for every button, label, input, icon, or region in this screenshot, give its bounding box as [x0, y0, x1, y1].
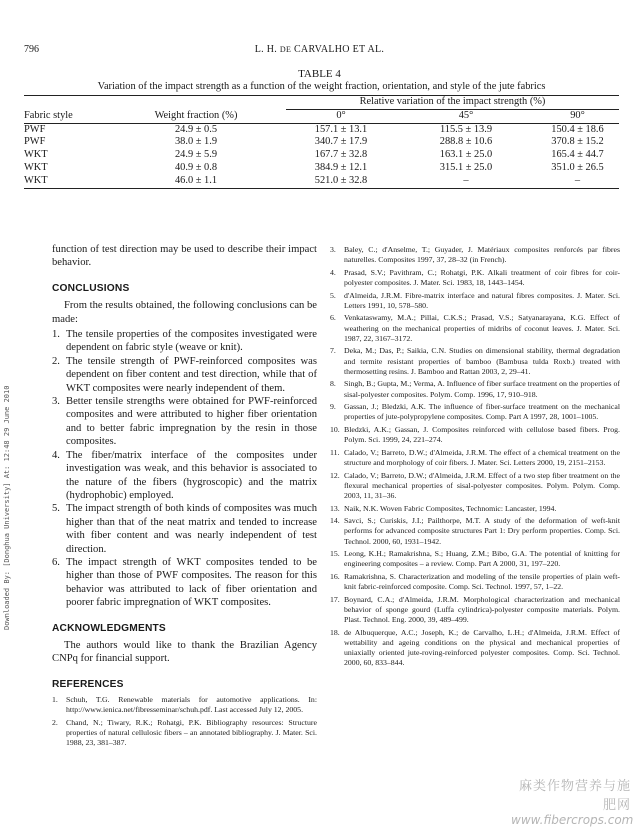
conclusions-lead: From the results obtained, the following conclusions can be made:	[52, 300, 317, 325]
list-item: 3. Better tensile strengths were obtained for PWF-reinforced composites and were attributed to higher fiber orientation and to better fabric impregnation by the resin in those composites.	[52, 396, 317, 448]
table-subtitle: Variation of the impact strength as a function of the weight fraction, orientation, and style of the jute fabrics	[97, 81, 546, 92]
conclusions-list	[52, 328, 317, 610]
reference-item: 7. Deka, M.; Das, P.; Saikia, C.N. Studies on dimensional stability, thermal degradation and termite resistant properties of bamboo (Bambusa tulda Roxb.) treated with thermosetting resins. J. Bamboo and Rattan 2003, 2, 29–41.	[330, 346, 620, 376]
download-sidebar-note: Downloaded By: [Donghua University] At: 12:48 29 June 2010	[3, 385, 11, 630]
reference-item: 4. Prasad, S.V.; Pavithram, C.; Rohatgi, P.K. Alkali treatment of coir fibres for coir-polyester composites. J. Mater. Sci. 1983, 18, 1443–1454.	[330, 267, 620, 287]
reference-item: 1. Schuh, T.G. Renewable materials for automotive applications. In: http://www.ienica.net/fibresseminar/schuh.pdf. Last accessed July 12, 2005.	[52, 695, 317, 715]
reference-item: 15. Leong, K.H.; Ramakrishna, S.; Huang, Z.M.; Bibo, G.A. The potential of knitting for engineering composites – a review. Comp. Part A 2000, 31, 197–220.	[330, 549, 620, 569]
reference-item: 14. Savci, S.; Curiskis, J.I.; Pailthorpe, M.T. A study of the deformation of weft-knit performs for advanced composite structures Part 1: Dry perform properties. Comp. Sci. Technol. 2000, 60, 1931–1942.	[330, 516, 620, 546]
table-caption: TABLE 4	[298, 68, 341, 80]
left-column	[52, 243, 317, 751]
watermark-url: www.fibercrops.com	[511, 813, 634, 827]
references-heading: REFERENCES	[52, 678, 124, 690]
watermark	[511, 775, 634, 827]
conclusions-heading: CONCLUSIONS	[52, 282, 130, 294]
watermark-chinese: 麻类作物营养与施肥网	[518, 779, 631, 813]
reference-item: 2. Chand, N.; Tiwary, R.K.; Rohatgi, P.K. Bibliography resources: Structure properties of natural cellulosic fibers – an annotated bibliography. J. Mater. Sci. 1988, 23, 381–387.	[52, 717, 317, 748]
table-row: WKT 46.0 ± 1.1 521.0 ± 32.8 – –	[24, 175, 619, 188]
table-row: PWF 38.0 ± 1.9 340.7 ± 17.9 288.8 ± 10.6 370.8 ± 15.2	[24, 136, 604, 148]
references-list-left	[52, 695, 317, 748]
reference-item: 8. Singh, B.; Gupta, M.; Verma, A. Influence of fiber surface treatment on the properties of sisal-polyester composites. Polym. Comp. 1996, 17, 910–918.	[330, 379, 620, 399]
references-list-right	[330, 245, 620, 669]
reference-item: 11. Calado, V.; Barreto, D.W.; d'Almeida, J.R.M. The effect of a chemical treatment on the structure and morphology of coir fibers. J. Mater. Sci. Letters 2000, 19, 2151–2153.	[330, 447, 620, 467]
reference-item: 13. Naik, N.K. Woven Fabric Composites, Technomic: Lancaster, 1994.	[330, 503, 557, 513]
reference-item: 3. Baley, C.; d'Anselme, T.; Guyader, J. Matériaux composites renforcés par fibres naturelles. Composites 1997, 37, 28–32 (in French).	[330, 245, 620, 265]
list-item: 6. The impact strength of WKT composites tended to be higher than those of PWF composites. The reason for this behavior was attributed to lack of fiber orientation and poorer fabric impregnation of WKT composites.	[52, 556, 317, 609]
list-item: 4. The fiber/matrix interface of the composites under investigation was weak, and this behavior is associated to the nature of the fibers (hygroscopic) and the matrix (hydrophobic) employed.	[52, 449, 317, 501]
header-cell: 90°	[570, 109, 585, 121]
page-number: 796	[24, 44, 39, 55]
table-row: WKT 40.9 ± 0.8 384.9 ± 12.1 315.1 ± 25.0 351.0 ± 26.5	[24, 161, 604, 173]
reference-item: 10. Bledzki, A.K.; Gassan, J. Composites reinforced with cellulose based fibers. Prog. Polym. Sci. 1999, 24, 221–274.	[330, 424, 620, 445]
group-header: Relative variation of the impact strength (%)	[286, 96, 619, 110]
right-column-references	[330, 243, 620, 671]
table-row: WKT 24.9 ± 5.9 167.7 ± 32.8 163.1 ± 25.0 165.4 ± 44.7	[24, 149, 604, 161]
reference-item: 12. Calado, V.; Barreto, D.W.; d'Almeida, J.R.M. Effect of a two step fiber treatment on the flexural mechanical properties of sisal-polyester composites. Polym. Polym. Comp. 2003, 11, 31–36.	[330, 470, 620, 500]
reference-item: 16. Ramakrishna, S. Characterization and modeling of the tensile properties of plain weft-knit fabric-reinforced composite. Comp. Sci. Technol. 1997, 57, 1–22.	[330, 571, 620, 592]
table-row: PWF 24.9 ± 0.5 157.1 ± 13.1 115.5 ± 13.9 150.4 ± 18.6	[24, 123, 604, 135]
header-cell: 45°	[458, 109, 474, 121]
intro-paragraph: function of test direction may be used to describe their impact behavior.	[52, 244, 317, 269]
header-cell: 0°	[336, 109, 346, 121]
header-cell: Fabric style	[24, 109, 73, 121]
impact-strength-table	[24, 95, 619, 189]
table-header-row	[24, 110, 619, 123]
reference-item: 9. Gassan, J.; Bledzki, A.K. The influence of fiber-surface treatment on the mechanical properties of jute-polypropylene composites. Comp. Part A 1997, 28, 1001–1005.	[330, 402, 620, 422]
running-head: L. H. DE CARVALHO ET AL.	[254, 44, 385, 55]
acknowledgments-heading: ACKNOWLEDGMENTS	[52, 622, 166, 634]
reference-item: 5. d'Almeida, J.R.M. Fibre-matrix interface and natural fibres composites. J. Mater. Sci. Letters 1991, 10, 578–580.	[330, 290, 620, 310]
acknowledgments-text: The authors would like to thank the Brazilian Agency CNPq for financial support.	[52, 639, 317, 665]
list-item: 5. The impact strength of both kinds of composites was much higher than that of the neat matrix and tended to increase with fiber content and was nearly independent of test direction.	[52, 503, 317, 555]
reference-item: 6. Venkataswamy, M.A.; Pillai, C.K.S.; Prasad, V.S.; Satyanarayana, K.G. Effect of weathering on the mechanical properties of midribs of coconut leaves. J. Mater. Sci. 1987, 22, 3167–3172.	[330, 313, 620, 343]
header-cell: Weight fraction (%)	[154, 109, 238, 121]
list-item: 1. The tensile properties of the composites investigated were dependent on fabric style (weave or knit).	[52, 329, 317, 354]
list-item: 2. The tensile strength of PWF-reinforced composites was dependent on fiber content and test direction, while that of WKT composites were nearly independent of them.	[52, 355, 317, 394]
reference-item: 18. de Albuquerque, A.C.; Joseph, K.; de Carvalho, L.H.; d'Almeida, J.R.M. Effect of wettability and ageing conditions on the physical and mechanical properties of uniaxially oriented jute-roving-reinforced polyester composites. Comp. Sci. Technol. 2000, 60, 833–844.	[330, 627, 620, 668]
reference-item: 17. Boynard, C.A.; d'Almeida, J.R.M. Morphological characterization and mechanical behavior of sponge gourd (Luffa cylindrica)-polyester composite materials. Polym. Plast. Technol. Eng. 2000, 39, 489–499.	[330, 594, 620, 625]
